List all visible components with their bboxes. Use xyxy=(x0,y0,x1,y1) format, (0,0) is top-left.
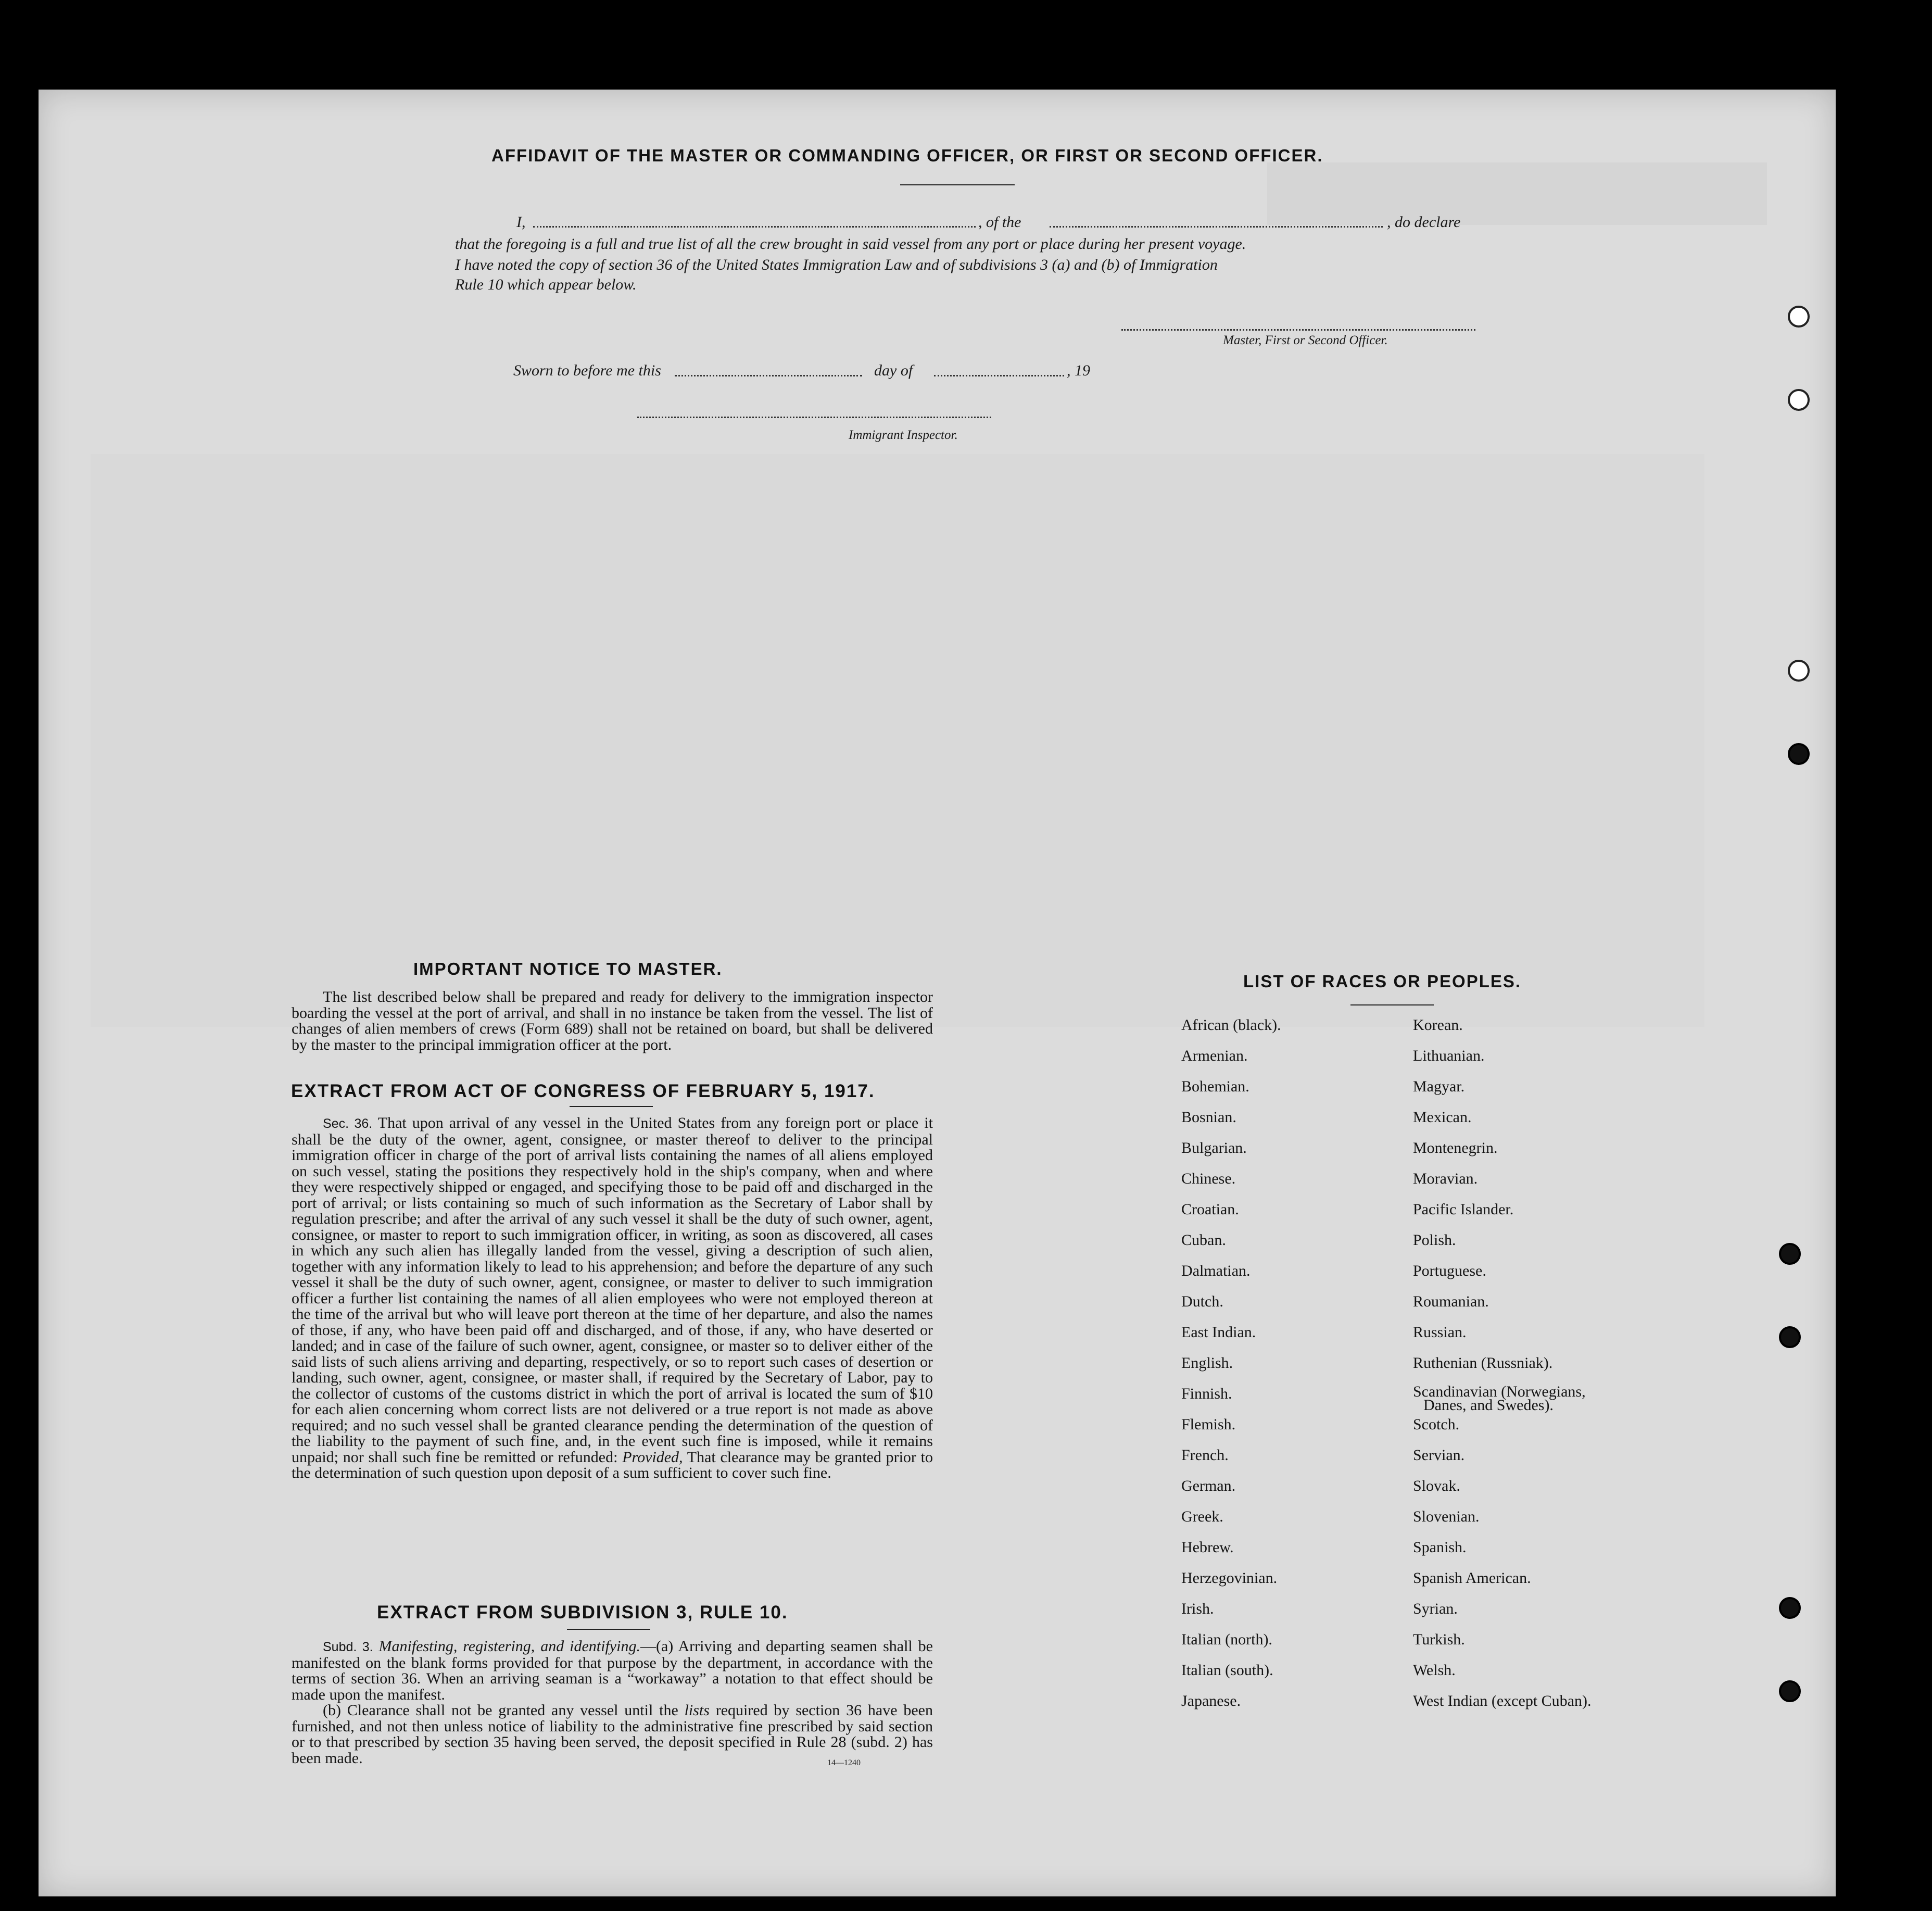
race-entry: Roumanian. xyxy=(1413,1293,1489,1310)
race-entry: Dalmatian. xyxy=(1181,1262,1251,1279)
race-entry: Korean. xyxy=(1413,1016,1463,1034)
affidavit-do-declare-label: , do declare xyxy=(1387,213,1461,231)
sworn-month-blank[interactable] xyxy=(934,375,1064,376)
race-entry: Bulgarian. xyxy=(1181,1139,1247,1156)
extract-rule-title: EXTRACT FROM SUBDIVISION 3, RULE 10. xyxy=(377,1602,788,1623)
race-entry: Servian. xyxy=(1413,1447,1465,1464)
race-entry: Scotch. xyxy=(1413,1416,1460,1433)
race-entry: Armenian. xyxy=(1181,1047,1248,1064)
race-entry: Dutch. xyxy=(1181,1293,1223,1310)
day-of-label: day of xyxy=(874,362,913,379)
race-entry: Scandinavian (Norwegians, Danes, and Swedes). xyxy=(1413,1383,1586,1414)
punch-hole xyxy=(1779,1680,1801,1702)
race-entry: Bohemian. xyxy=(1181,1078,1249,1095)
race-entry: Spanish American. xyxy=(1413,1569,1531,1587)
race-entry: East Indian. xyxy=(1181,1324,1256,1341)
race-entry: German. xyxy=(1181,1477,1236,1494)
races-divider xyxy=(1350,1004,1434,1005)
section-divider xyxy=(570,1106,653,1107)
affidavit-title: AFFIDAVIT OF THE MASTER OR COMMANDING OFFICER, OR FIRST OR SECOND OFFICER. xyxy=(491,146,1323,165)
race-entry: Japanese. xyxy=(1181,1692,1241,1709)
master-signature-blank[interactable] xyxy=(1121,329,1475,331)
race-entry: French. xyxy=(1181,1447,1229,1464)
inspector-signature-blank[interactable] xyxy=(637,417,991,418)
punch-hole xyxy=(1779,1243,1801,1265)
affidavit-line-2: I have noted the copy of section 36 of the United States Immigration Law and of subdivisions 3 (a) and (b) of Immigration xyxy=(455,256,1218,273)
race-entry: Flemish. xyxy=(1181,1416,1236,1433)
race-entry: English. xyxy=(1181,1354,1233,1372)
race-entry: Welsh. xyxy=(1413,1662,1456,1679)
notice-title: IMPORTANT NOTICE TO MASTER. xyxy=(413,959,723,978)
race-entry: Slovenian. xyxy=(1413,1508,1480,1525)
race-entry: Italian (south). xyxy=(1181,1662,1273,1679)
punch-hole xyxy=(1779,1597,1801,1619)
race-entry: Mexican. xyxy=(1413,1109,1472,1126)
race-entry: Chinese. xyxy=(1181,1170,1236,1187)
punch-hole xyxy=(1788,306,1810,328)
race-entry: Croatian. xyxy=(1181,1201,1239,1218)
title-divider xyxy=(900,184,1015,185)
race-entry: Hebrew. xyxy=(1181,1539,1234,1556)
race-entry: Polish. xyxy=(1413,1231,1456,1249)
section-36-text: Sec. 36. That upon arrival of any vessel in the United States from any foreign port or place it shall be the duty of the owner, agent, consignee, or master thereof to deliver to the principal immigration officer in charge of the port of arrival lists containing the names of all aliens employed on such vessel, stating the positions they respectively hold in the ship's company, when and where they were respectively shipped or engaged, and specifying those to be paid off and discharged in the port of arrival; or lists containing so much of such information as the Secretary of Labor shall by regulation prescribe; and after the arrival of any such vessel it shall be the duty of such owner, agent, consignee, or master to report to such immigration officer, in writing, as soon as discovered, all cases in which any such alien has illegally landed from the vessel, giving a description of such alien, together with any information likely to lead to his apprehension; and before the departure of any such vessel it shall be the duty of such owner, agent, consignee, or master to deliver to such immigration officer a further list containing the names of all alien employees who were not employed thereon at the time of the arrival but who will leave port thereon at the time of her departure, and also the names of those, if any, who have been paid off and discharged, and of those, if any, who have deserted or landed; and in case of the failure of such owner, agent, consignee, or master so to deliver either of the said lists of such aliens arriving and departing, respectively, or so to report such cases of desertion or landing, such owner, agent, consignee, or master shall, if required by the Secretary of Labor, pay to the collector of customs of the customs district in which the port of arrival is located the sum of $10 for each alien concerning whom correct lists are not delivered or a true report is not made as above required; and no such vessel shall be granted clearance pending the determination of the question of the liability to the payment of such fine, and, in the event such fine is imposed, while it remains unpaid; nor shall such fine be remitted or refunded: Provided, That clearance may be granted prior to the determination of such question upon deposit of a sum sufficient to cover such fine. xyxy=(292,1114,933,1481)
master-caption: Master, First or Second Officer. xyxy=(1223,333,1388,347)
punch-hole xyxy=(1788,660,1810,682)
race-entry: Russian. xyxy=(1413,1324,1467,1341)
race-entry: Italian (north). xyxy=(1181,1631,1272,1648)
race-entry: Pacific Islander. xyxy=(1413,1201,1514,1218)
section-divider xyxy=(567,1629,650,1630)
race-entry: Herzegovinian. xyxy=(1181,1569,1278,1587)
rule-10-text: Subd. 3. Manifesting, registering, and identifying.—(a) Arriving and departing seamen shall be manifested on the blank forms provided for that purpose by the department, in accordance with the terms of section 36. When an arriving seaman is a “workaway” a notation to that effect should be made upon the manifest. (b) Clearance shall not be granted any vessel until the lists required by section 36 have been furnished, and not then unless notice of liability to the administrative fine prescribed by said section or to that prescribed by section 35 having been served, the deposit specified in Rule 28 (subd. 2) has been made. xyxy=(292,1638,933,1767)
punch-hole xyxy=(1788,389,1810,411)
sworn-day-blank[interactable] xyxy=(675,375,862,376)
race-entry: Syrian. xyxy=(1413,1600,1458,1617)
sworn-label: Sworn to before me this xyxy=(513,362,661,379)
notice-text: The list described below shall be prepared and ready for delivery to the immigration inspector boarding the vessel at the port of arrival, and shall in no instance be taken from the vessel. The list of changes of alien members of crews (Form 689) shall not be retained on board, but shall be delivered by the master to the principal immigration officer at the port. xyxy=(292,988,933,1053)
affidavit-line-3: Rule 10 which appear below. xyxy=(455,276,637,293)
races-title: LIST OF RACES OR PEOPLES. xyxy=(1243,972,1522,991)
race-entry: Magyar. xyxy=(1413,1078,1465,1095)
form-number: 14—1240 xyxy=(827,1758,861,1767)
race-entry: Greek. xyxy=(1181,1508,1223,1525)
document-page xyxy=(39,90,1836,1896)
race-entry: Lithuanian. xyxy=(1413,1047,1485,1064)
affidavit-i-label: I, xyxy=(516,213,526,231)
race-entry: Irish. xyxy=(1181,1600,1214,1617)
race-entry: Spanish. xyxy=(1413,1539,1467,1556)
race-entry: Ruthenian (Russniak). xyxy=(1413,1354,1553,1372)
race-entry: Turkish. xyxy=(1413,1631,1465,1648)
race-entry: Finnish. xyxy=(1181,1385,1232,1402)
race-entry: Portuguese. xyxy=(1413,1262,1486,1279)
race-entry: Moravian. xyxy=(1413,1170,1478,1187)
vessel-blank[interactable] xyxy=(1050,226,1383,228)
affidavit-of-the-label: , of the xyxy=(978,213,1021,231)
bleed-through-mark xyxy=(1267,162,1767,225)
punch-hole xyxy=(1788,743,1810,765)
race-entry: Cuban. xyxy=(1181,1231,1226,1249)
extract-act-title: EXTRACT FROM ACT OF CONGRESS OF FEBRUARY 5, 1917. xyxy=(291,1081,875,1101)
race-entry: Bosnian. xyxy=(1181,1109,1236,1126)
year-label: , 19 xyxy=(1067,362,1090,379)
race-entry: Montenegrin. xyxy=(1413,1139,1498,1156)
punch-hole xyxy=(1779,1326,1801,1348)
races-left-column xyxy=(1181,1016,1281,1723)
bleed-through-mark xyxy=(91,454,1704,1027)
inspector-caption: Immigrant Inspector. xyxy=(849,428,958,442)
affidavit-line-1: that the foregoing is a full and true list of all the crew brought in said vessel from any port or place during her present voyage. xyxy=(455,235,1246,253)
race-entry: Slovak. xyxy=(1413,1477,1460,1494)
name-blank[interactable] xyxy=(533,226,976,228)
race-entry: African (black). xyxy=(1181,1016,1281,1034)
races-right-column xyxy=(1413,1016,1591,1723)
race-entry: West Indian (except Cuban). xyxy=(1413,1692,1592,1709)
